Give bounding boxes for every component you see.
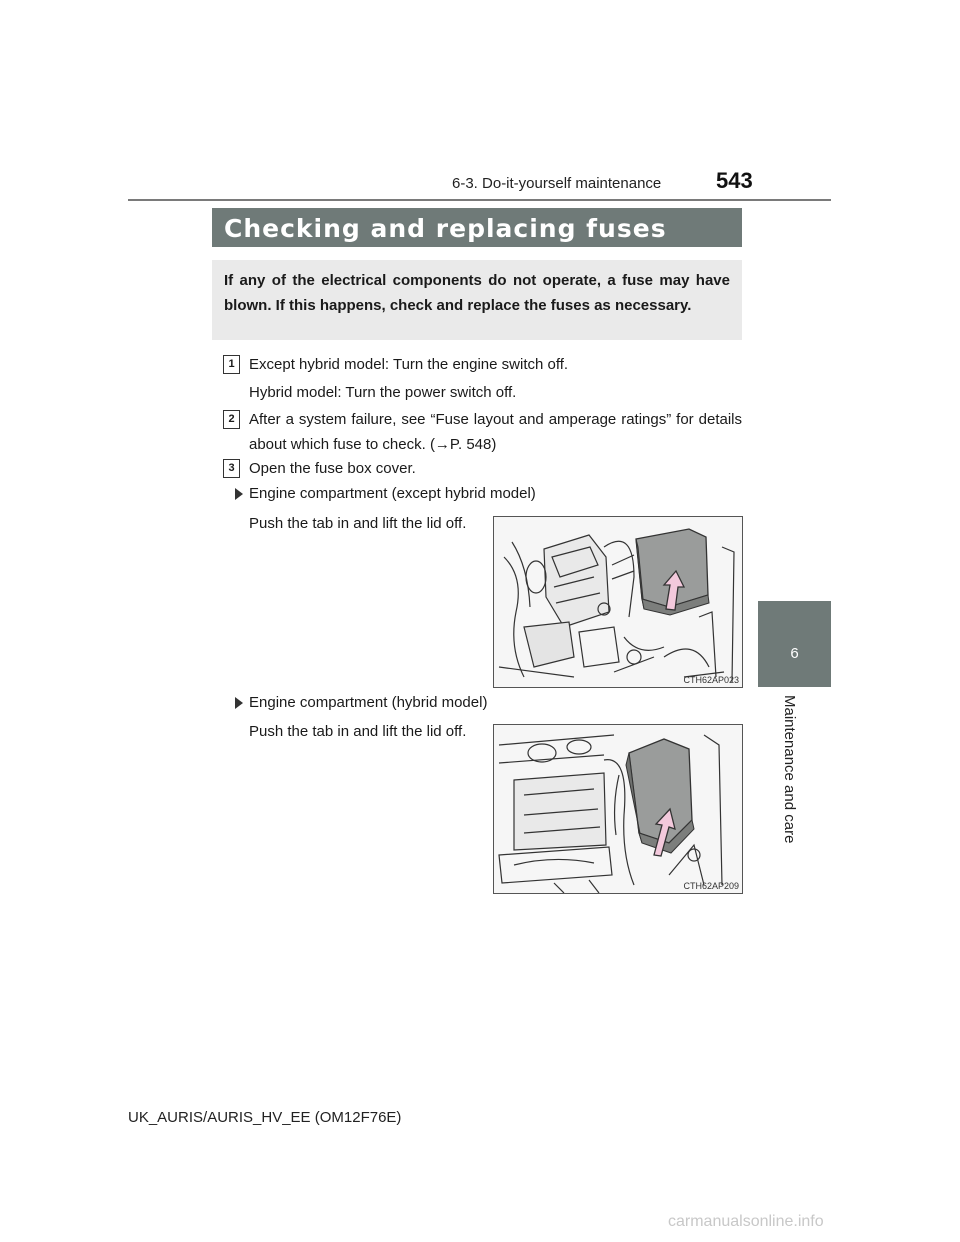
page-title: Checking and replacing fuses [224,214,667,243]
title-bar [212,208,742,247]
watermark: carmanualsonline.info [668,1213,824,1230]
header-rule [128,199,831,201]
subsection-instruction-except-hybrid: Push the tab in and lift the lid off. [249,515,467,532]
chapter-tab [758,601,831,687]
subsection-instruction-hybrid: Push the tab in and lift the lid off. [249,723,467,740]
engine-bay-illustration [494,725,742,893]
fuse-box-figure-except-hybrid [493,516,743,688]
chapter-number: 6 [790,645,799,662]
engine-bay-illustration [494,517,742,687]
subsection-heading-hybrid: Engine compartment (hybrid model) [249,694,488,711]
step-2-text: After a system failure, see “Fuse layout and amperage ratings” for details about which fuse to check. (→P. 548) [249,411,742,453]
step-3-text: Open the fuse box cover. [249,460,416,477]
figure-code: CTH62AP023 [683,675,739,685]
bullet-triangle-icon [235,488,243,500]
fuse-box-figure-hybrid [493,724,743,894]
intro-box: If any of the electrical components do not operate, a fuse may have blown. If this happens, check and replace the fuses as necessary. [212,260,742,340]
subsection-heading-except-hybrid: Engine compartment (except hybrid model) [249,485,536,502]
bullet-triangle-icon [235,697,243,709]
step-number-3: 3 [223,459,240,478]
step-number-2: 2 [223,410,240,429]
step-1-text-hybrid: Hybrid model: Turn the power switch off. [249,384,517,401]
figure-code: CTH62AP209 [683,881,739,891]
step-1-text: Except hybrid model: Turn the engine switch off. [249,356,569,373]
chapter-label: Maintenance and care [781,695,798,844]
footer-model-code: UK_AURIS/AURIS_HV_EE (OM12F76E) [128,1109,402,1126]
section-header: 6-3. Do-it-yourself maintenance [452,175,662,192]
page-number: 543 [716,168,753,193]
step-number-1: 1 [223,355,240,374]
